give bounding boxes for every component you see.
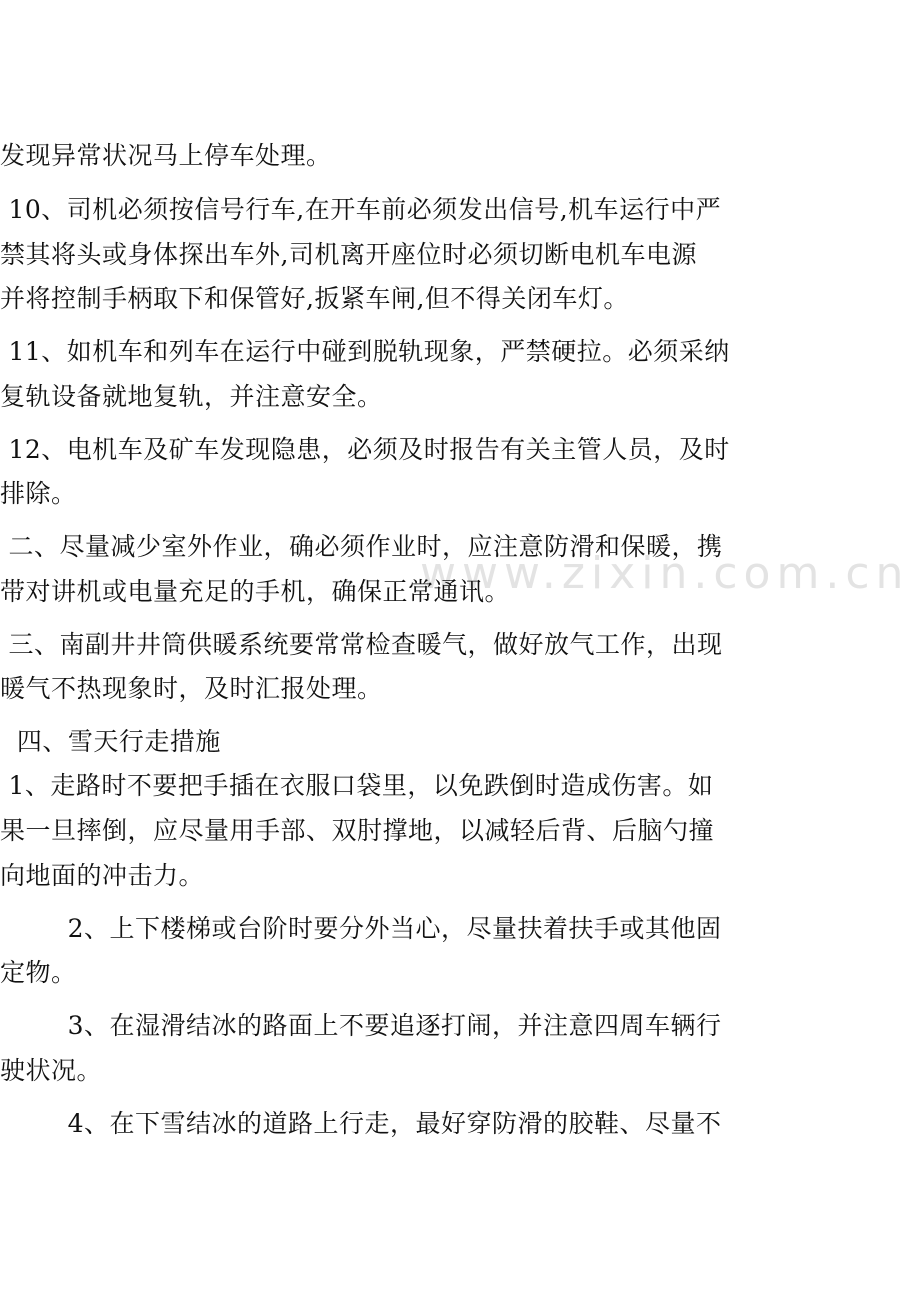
text-line: 12、电机车及矿车发现隐患，必须及时报告有关主管人员，及时 [0, 435, 730, 464]
text-line: 4、在下雪结冰的道路上行走，最好穿防滑的胶鞋、尽量不 [0, 1109, 722, 1138]
watermark: www.zixin.com.cn [420, 548, 910, 599]
text-line: 暖气不热现象时，及时汇报处理。 [0, 674, 383, 703]
text-line: 驶状况。 [0, 1056, 103, 1085]
text-line: 带对讲机或电量充足的手机，确保正常通讯。 [0, 577, 511, 606]
text-line: 向地面的冲击力。 [0, 861, 205, 890]
text-line: 1、走路时不要把手插在衣服口袋里，以免跌倒时造成伤害。如 [0, 771, 714, 800]
text-line: 果一旦摔倒，应尽量用手部、双肘撑地，以减轻后背、后脑勺撞 [0, 816, 715, 845]
text-line: 禁其将头或身体探出车外,司机离开座位时必须切断电机车电源 [0, 240, 697, 269]
text-line: 11、如机车和列车在运行中碰到脱轨现象，严禁硬拉。必须采纳 [0, 337, 730, 366]
text-line: 定物。 [0, 958, 77, 987]
text-line: 二、尽量减少室外作业，确必须作业时，应注意防滑和保暖，携 [0, 532, 723, 561]
text-line: 三、南副井井筒供暖系统要常常检查暖气，做好放气工作，出现 [0, 630, 723, 659]
text-line: 复轨设备就地复轨，并注意安全。 [0, 382, 383, 411]
text-line: 排除。 [0, 479, 77, 508]
text-line: 2、上下楼梯或台阶时要分外当心，尽量扶着扶手或其他固 [0, 914, 722, 943]
text-line: 10、司机必须按信号行车,在开车前必须发出信号,机车运行中严 [0, 195, 722, 224]
text-line: 发现异常状况马上停车处理。 [0, 141, 332, 170]
section-heading: 四、雪天行走措施 [0, 727, 221, 756]
text-line: 3、在湿滑结冰的路面上不要追逐打闹，并注意四周车辆行 [0, 1011, 722, 1040]
text-line: 并将控制手柄取下和保管好,扳紧车闸,但不得关闭车灯。 [0, 284, 629, 313]
